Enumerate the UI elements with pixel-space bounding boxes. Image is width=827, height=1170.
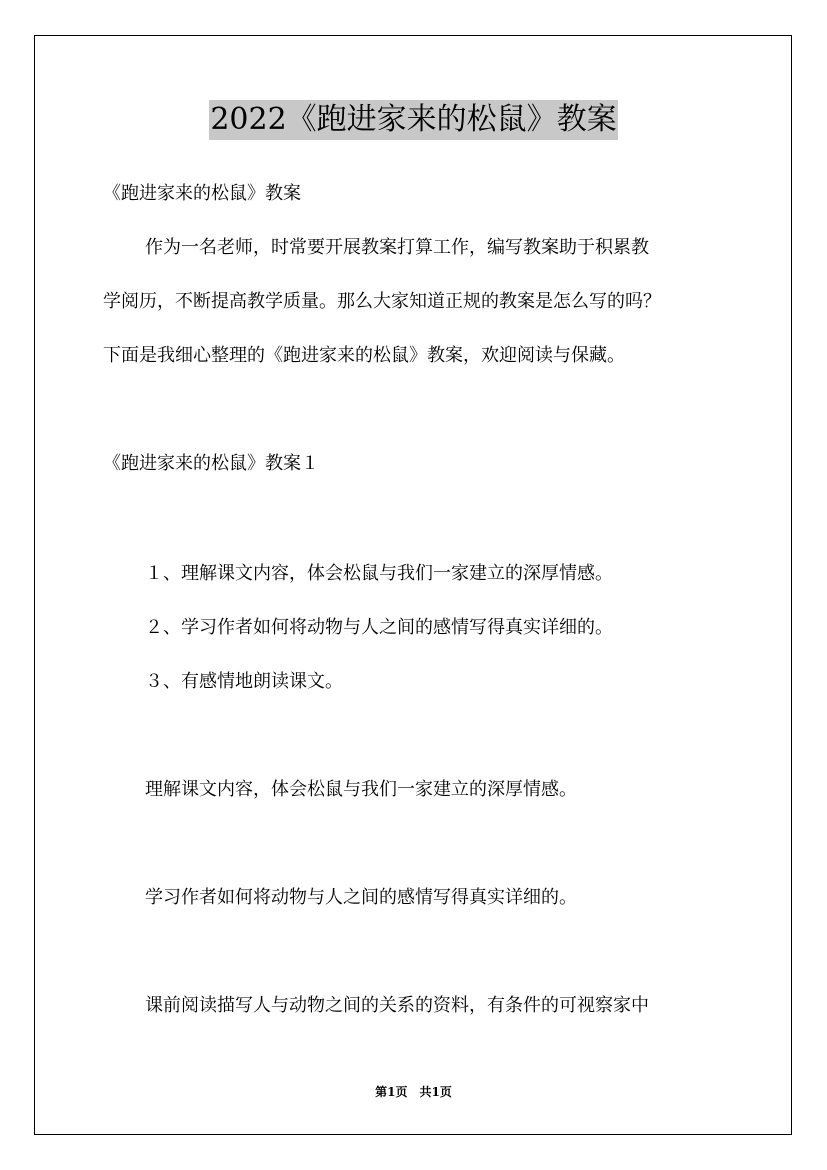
- goal-item-3: ３、有感情地朗读课文。: [145, 671, 343, 692]
- document-title: 2022《跑进家来的松鼠》教案: [209, 100, 617, 140]
- goal-item-2: ２、学习作者如何将动物与人之间的感情写得真实详细的。: [145, 617, 613, 638]
- section-heading: 《跑进家来的松鼠》教案１: [103, 453, 319, 474]
- intro-line-1: 作为一名老师，时常要开展教案打算工作，编写教案助于积累教: [145, 237, 649, 258]
- preparation: 课前阅读描写人与动物之间的关系的资料，有条件的可视察家中: [145, 995, 649, 1016]
- difficulty: 学习作者如何将动物与人之间的感情写得真实详细的。: [145, 887, 577, 908]
- key-point: 理解课文内容，体会松鼠与我们一家建立的深厚情感。: [145, 779, 577, 800]
- page-number: 第1页 共1页: [375, 1085, 452, 1099]
- subtitle: 《跑进家来的松鼠》教案: [103, 183, 301, 204]
- intro-line-3: 下面是我细心整理的《跑进家来的松鼠》教案，欢迎阅读与保藏。: [103, 345, 625, 366]
- goal-item-1: １、理解课文内容，体会松鼠与我们一家建立的深厚情感。: [145, 563, 613, 584]
- intro-line-2: 学阅历，不断提高教学质量。那么大家知道正规的教案是怎么写的吗？: [103, 291, 661, 312]
- title-container: [0, 100, 827, 140]
